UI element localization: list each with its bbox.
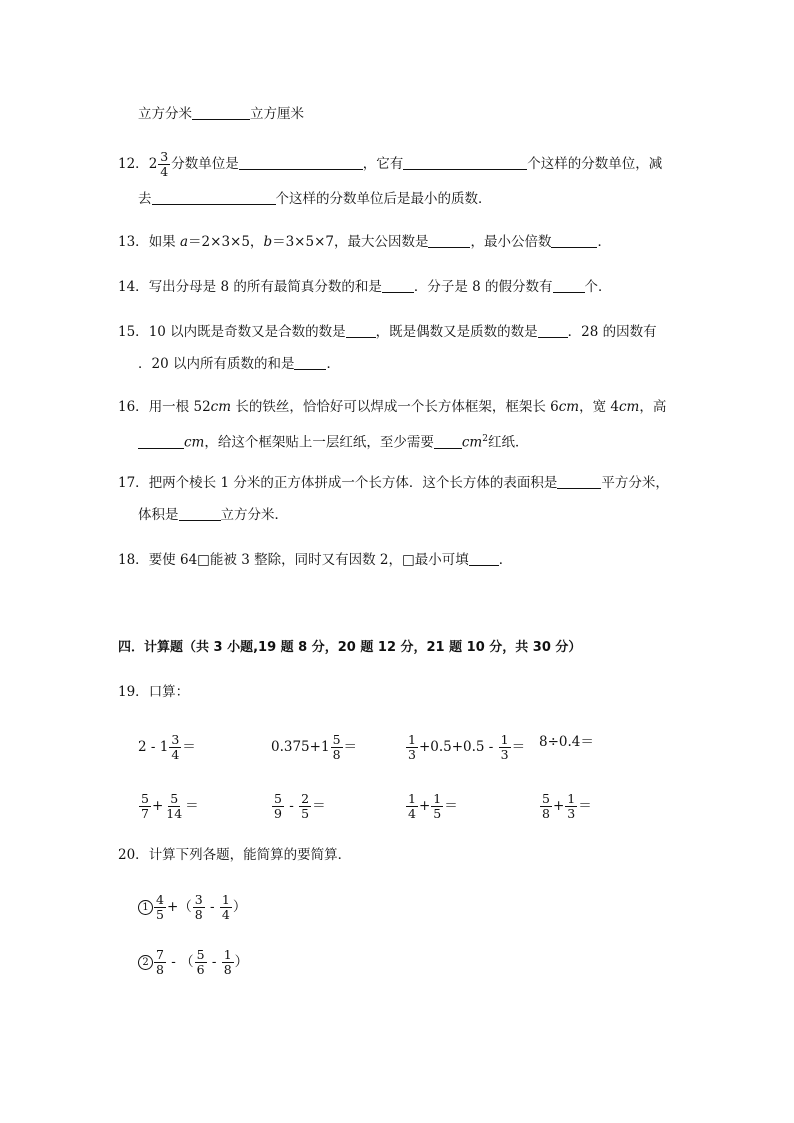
equals: ＝ xyxy=(182,739,196,755)
equals: ＝ xyxy=(185,798,199,814)
denominator: 6 xyxy=(196,962,205,977)
question-number: 14． xyxy=(118,279,149,295)
text: 体积是 xyxy=(138,507,179,523)
question-17-line2 xyxy=(138,506,288,524)
operator: ） xyxy=(234,954,249,970)
superscript: 2 xyxy=(482,434,488,444)
operator: + xyxy=(552,798,565,814)
text: 10 以内既是奇数又是合数的数是 xyxy=(148,324,346,340)
fraction xyxy=(406,733,418,762)
answer-blank[interactable] xyxy=(192,105,250,120)
denominator: 3 xyxy=(500,747,509,762)
question-20-title xyxy=(118,846,351,864)
numerator: 5 xyxy=(332,732,341,747)
text: ，既是偶数又是质数的数是 xyxy=(375,324,538,340)
fraction xyxy=(272,792,284,821)
question-number: 18． xyxy=(118,552,149,568)
fraction xyxy=(154,948,166,977)
operator: - xyxy=(205,899,219,915)
text: 2 - 1 xyxy=(138,739,169,755)
text: 把两个棱长 1 分米的正方体拼成一个长方体．这个长方体的表面积是 xyxy=(148,475,558,491)
numerator: 5 xyxy=(170,791,179,806)
text: ． xyxy=(597,234,611,250)
unit: cm xyxy=(184,434,205,451)
numerator: 3 xyxy=(160,149,169,164)
oral-expr-7 xyxy=(405,792,458,821)
question-12-line1 xyxy=(118,150,662,179)
text: 立方分米 xyxy=(138,106,192,122)
fraction xyxy=(431,792,443,821)
text: ．20 以内所有质数的和是 xyxy=(138,356,295,372)
question-number: 13． xyxy=(118,234,149,250)
unit: cm xyxy=(618,399,640,415)
question-number: 15． xyxy=(118,324,149,340)
numerator: 1 xyxy=(433,791,442,806)
text: 红纸． xyxy=(487,434,529,451)
text: 立方厘米 xyxy=(250,106,304,122)
denominator: 4 xyxy=(221,907,230,922)
numerator: 3 xyxy=(171,732,180,747)
question-19-title xyxy=(118,683,189,701)
operator: - xyxy=(284,798,299,814)
text: 8÷0.4＝ xyxy=(539,734,594,750)
question-17-line1 xyxy=(118,474,669,492)
denominator: 5 xyxy=(433,806,442,821)
answer-blank[interactable] xyxy=(428,233,470,248)
question-14 xyxy=(118,278,612,296)
text: ，它有 xyxy=(362,156,404,172)
text: 平方分米， xyxy=(601,475,669,491)
unit: cm xyxy=(210,399,232,415)
answer-blank[interactable] xyxy=(551,233,597,248)
numerator: 3 xyxy=(194,892,203,907)
oral-expr-4 xyxy=(539,733,594,751)
circled-number: 2 xyxy=(138,955,153,970)
denominator: 9 xyxy=(274,806,282,821)
text: 0.375+1 xyxy=(271,739,330,755)
fraction xyxy=(565,792,577,821)
oral-expr-2 xyxy=(271,733,357,762)
answer-blank[interactable] xyxy=(553,278,585,293)
question-16-line1 xyxy=(118,398,666,416)
operator: - xyxy=(207,954,221,970)
numerator: 7 xyxy=(156,947,164,962)
numerator: 5 xyxy=(274,791,282,806)
question-number: 17． xyxy=(118,475,149,491)
answer-blank[interactable] xyxy=(239,155,363,170)
question-number: 19． xyxy=(118,684,149,700)
fraction xyxy=(220,893,232,922)
denominator: 8 xyxy=(542,806,550,821)
denominator: 4 xyxy=(171,747,180,762)
question-18 xyxy=(118,551,512,569)
answer-blank[interactable] xyxy=(152,190,276,205)
text: ．28 的因数有 xyxy=(567,324,657,340)
operator: +（ xyxy=(166,899,192,915)
denominator: 3 xyxy=(408,747,416,762)
text: ． xyxy=(326,356,340,372)
denominator: 8 xyxy=(194,907,203,922)
text: ．分子是 8 的假分数有 xyxy=(413,279,553,295)
denominator: 8 xyxy=(156,962,164,977)
answer-blank[interactable] xyxy=(346,323,376,338)
answer-blank[interactable] xyxy=(179,506,221,521)
text: 口算： xyxy=(148,684,190,700)
equals: ＝ xyxy=(578,798,592,814)
fraction xyxy=(299,792,311,821)
denominator: 8 xyxy=(223,962,232,977)
mixed-whole: 2 xyxy=(148,156,158,172)
operator: + xyxy=(418,798,431,814)
numerator: 5 xyxy=(141,791,149,806)
text: 要使 64□能被 3 整除，同时又有因数 2，□最小可填 xyxy=(148,552,469,568)
answer-blank[interactable] xyxy=(469,551,499,566)
fraction xyxy=(499,733,511,762)
fraction xyxy=(540,792,552,821)
oral-expr-3 xyxy=(405,733,525,762)
denominator: 3 xyxy=(567,806,576,821)
numerator: 1 xyxy=(567,791,576,806)
answer-blank[interactable] xyxy=(138,434,184,449)
numerator: 5 xyxy=(196,947,205,962)
operator: ） xyxy=(232,899,247,915)
oral-expr-6 xyxy=(271,792,326,821)
question-number: 12． xyxy=(118,156,149,172)
fraction xyxy=(169,733,181,762)
numerator: 1 xyxy=(408,732,416,747)
text: ＝2×3×5， xyxy=(188,234,264,250)
fraction xyxy=(158,150,170,179)
denominator: 5 xyxy=(156,907,164,922)
answer-blank[interactable] xyxy=(434,434,462,449)
variable-b: b xyxy=(263,234,273,250)
fraction xyxy=(193,893,205,922)
fraction xyxy=(406,792,418,821)
unit: cm xyxy=(461,434,483,451)
denominator: 5 xyxy=(301,806,310,821)
text: ，给这个框架贴上一层红纸，至少需要 xyxy=(204,434,434,451)
operator: + xyxy=(151,798,164,814)
q11-tail xyxy=(138,105,304,123)
denominator: 14 xyxy=(166,806,183,821)
text: 计算下列各题，能简算的要简算． xyxy=(148,847,352,863)
question-number: 20． xyxy=(118,847,149,863)
text: 去 xyxy=(138,191,152,207)
oral-expr-1 xyxy=(138,733,196,762)
text: ． xyxy=(498,552,513,568)
numerator: 1 xyxy=(500,732,509,747)
numerator: 1 xyxy=(223,947,232,962)
calc-problem-1 xyxy=(138,893,246,922)
answer-blank[interactable] xyxy=(538,323,568,338)
fraction xyxy=(139,792,151,821)
variable-a: a xyxy=(179,234,189,250)
question-number: 16． xyxy=(118,399,149,415)
oral-expr-5 xyxy=(138,792,199,821)
text: +0.5+0.5 - xyxy=(418,739,498,755)
question-15-line1 xyxy=(118,323,657,341)
text: 分数单位是 xyxy=(171,156,239,172)
text: ，最小公倍数 xyxy=(470,234,552,250)
numerator: 2 xyxy=(301,791,310,806)
denominator: 8 xyxy=(332,747,341,762)
denominator: 4 xyxy=(160,164,169,179)
text: ＝3×5×7，最大公因数是 xyxy=(272,234,429,250)
question-13 xyxy=(118,233,611,251)
fraction xyxy=(331,733,343,762)
numerator: 1 xyxy=(221,892,230,907)
answer-blank[interactable] xyxy=(557,474,601,489)
answer-blank[interactable] xyxy=(403,155,527,170)
section-heading: 四．计算题（共 3 小题,19 题 8 分，20 题 12 分，21 题 10 分，共 30 分） xyxy=(118,640,582,655)
text: 写出分母是 8 的所有最简真分数的和是 xyxy=(148,279,382,295)
question-12-line2 xyxy=(138,190,492,208)
text: 用一根 52 xyxy=(148,399,211,415)
text: 个这样的分数单位，减 xyxy=(527,156,663,172)
question-15-line2 xyxy=(138,355,340,373)
oral-expr-8 xyxy=(539,792,592,821)
fraction xyxy=(164,792,184,821)
answer-blank[interactable] xyxy=(382,278,414,293)
text: ，宽 4 xyxy=(579,399,619,415)
calc-problem-2 xyxy=(138,948,248,977)
fraction xyxy=(154,893,166,922)
text: 立方分米． xyxy=(220,507,288,523)
equals: ＝ xyxy=(444,798,458,814)
equals: ＝ xyxy=(312,798,326,814)
operator: - （ xyxy=(166,954,194,970)
equals: ＝ xyxy=(511,739,526,755)
text: 长的铁丝，恰恰好可以焊成一个长方体框架，框架长 6 xyxy=(231,399,559,415)
fraction xyxy=(222,948,234,977)
circled-number: 1 xyxy=(138,900,153,915)
answer-blank[interactable] xyxy=(294,355,326,370)
text: 个． xyxy=(584,279,612,295)
denominator: 4 xyxy=(408,806,416,821)
fraction xyxy=(195,948,207,977)
numerator: 1 xyxy=(408,791,416,806)
question-16-line2 xyxy=(138,430,528,452)
equals: ＝ xyxy=(343,739,358,755)
denominator: 7 xyxy=(141,806,149,821)
numerator: 5 xyxy=(542,791,550,806)
text: 个这样的分数单位后是最小的质数． xyxy=(275,191,492,207)
text: 如果 xyxy=(148,234,180,250)
numerator: 4 xyxy=(156,892,164,907)
unit: cm xyxy=(558,399,580,415)
text: ，高 xyxy=(639,399,667,415)
